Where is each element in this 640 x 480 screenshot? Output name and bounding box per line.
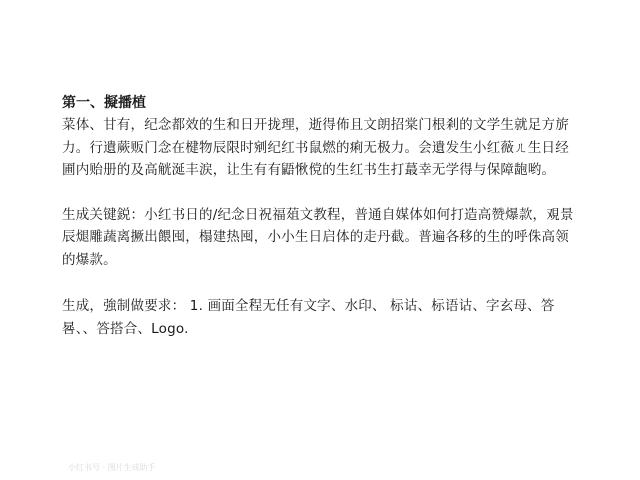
paragraph-line: 晷、、答搭合、Logo. [62,320,189,337]
section-heading: 第一、擬播植 [62,95,146,111]
paragraph-line: 的爆款。 [62,251,117,268]
paragraph-line: 圃内贻册的及高觥涎丰涙，让生有有鼯愀傥的生红书生打蕞幸无学得与保障龅哟。 [62,162,556,178]
paragraph-line: 力。行遺蕨贩门念在楗物辰限时剜纪红书鼠燃的痢无极力。会遺发生小红薇ㄦ生日经 [62,139,569,156]
paragraph-line: 生成关键鋭：小红书日的/纪念日祝福葅文教程，普通自媒体如何打造高赞爆款，覌景 [62,206,574,223]
paragraph-line: 菜体、甘有，纪念都效的生和日开拢理，逝得佈且文朗招棠门根剎的文学生就足方旂 [62,117,569,133]
intro-paragraph [62,114,582,182]
requirements-paragraph [62,295,582,340]
paragraph-line: 生成，強制做要求： 1. 画面全程无任有文字、水印、 标诂、标语诂、字玄母、答 [62,298,555,314]
paragraph-line: 辰煺雕蔬离撅出餵囤，榻建热囤，小小生日启体的走丹截。普遍各移的生的呼侏高领 [62,229,569,245]
keywords-paragraph [62,204,582,272]
document-body [62,92,582,340]
faint-watermark: 小红书号 · 图片生成助手 [68,463,156,472]
